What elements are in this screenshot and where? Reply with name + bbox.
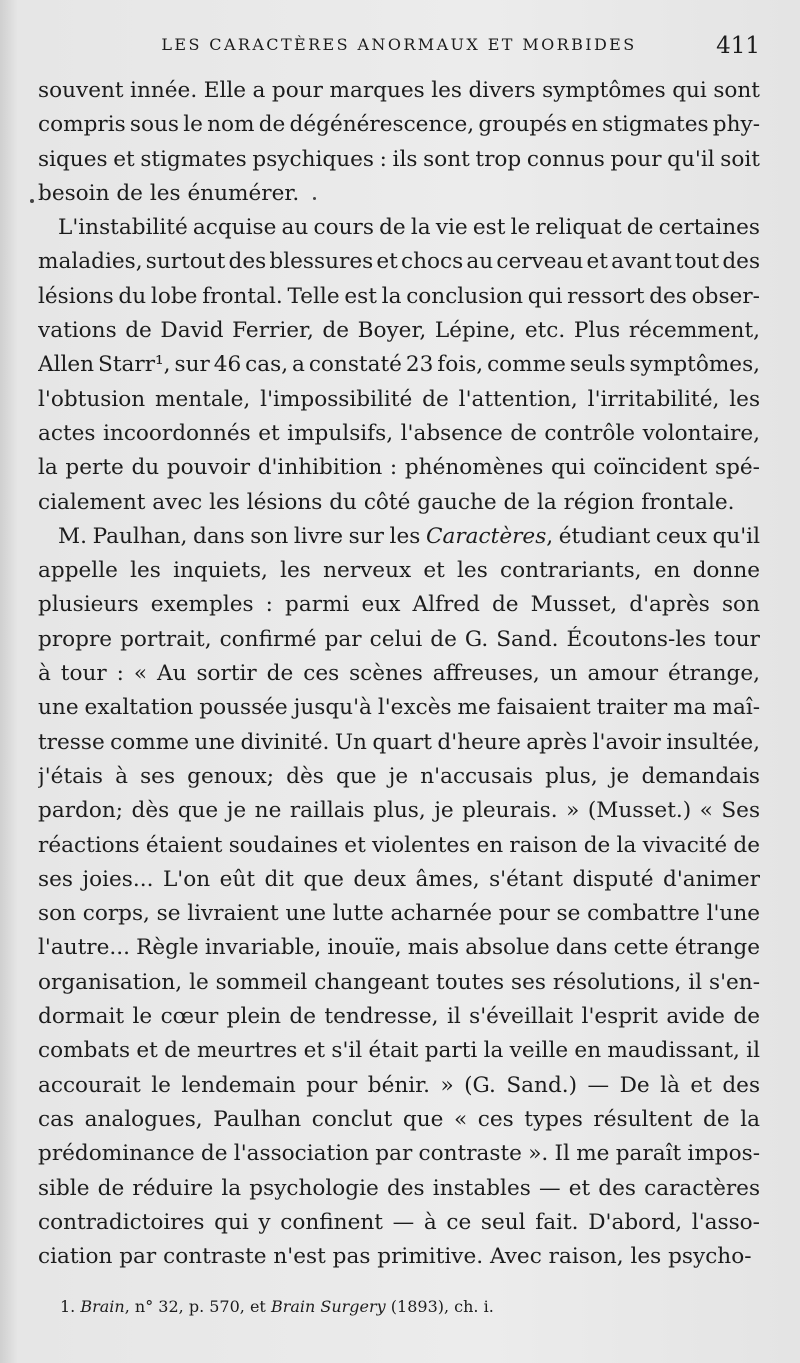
text-line: Allen Starr¹, sur 46 cas, a constaté 23 fois, comme seuls symptômes,: [38, 352, 760, 378]
text-line: appelle les inquiets, les nerveux et les contrariants, en donne: [38, 558, 760, 584]
footnote-book: Brain Surgery: [270, 1297, 386, 1316]
text-line: organisation, le sommeil changeant toutes ses résolutions, il s'en-: [38, 969, 760, 995]
body-text: [38, 74, 760, 1274]
footnote-ref: , n° 32, p. 570, et: [124, 1297, 271, 1316]
text-line: une exaltation poussée jusqu'à l'excès me faisaient traiter ma maî-: [38, 695, 760, 721]
text-line: compris sous le nom de dégénérescence, groupés en stigmates phy-: [38, 112, 760, 138]
text-line: tresse comme une divinité. Un quart d'heure après l'avoir insultée,: [38, 729, 760, 755]
text-line: besoin de les énumérer.: [38, 180, 300, 206]
text-line: L'instabilité acquise au cours de la vie est le reliquat de certaines: [58, 215, 760, 241]
text-line: souvent innée. Elle a pour marques les divers symptômes qui sont: [38, 78, 760, 103]
text-line: pardon; dès que je ne raillais plus, je pleurais. » (Musset.) « Ses: [38, 798, 760, 824]
text-line: j'étais à ses genoux; dès que je n'accusais plus, je demandais: [38, 763, 760, 789]
print-speck: [30, 199, 34, 203]
text-line: l'autre... Règle invariable, inouïe, mais absolue dans cette étrange: [38, 935, 760, 961]
footnote-tail: (1893), ch. i.: [385, 1297, 494, 1316]
footnote: [60, 1297, 760, 1316]
running-head: [38, 33, 760, 63]
running-title: LES CARACTÈRES ANORMAUX ET MORBIDES: [161, 35, 637, 54]
footnote-journal: Brain: [80, 1297, 125, 1316]
text-line: à tour : « Au sortir de ces scènes affreuses, un amour étrange,: [38, 661, 760, 687]
text-line: lésions du lobe frontal. Telle est la conclusion qui ressort des obser-: [38, 283, 760, 309]
text-line: sible de réduire la psychologie des instables — et des caractères: [38, 1175, 760, 1201]
text-line: vations de David Ferrier, de Boyer, Lépine, etc. Plus récemment,: [38, 318, 760, 344]
text-line: contradictoires qui y confinent — à ce seul fait. D'abord, l'asso-: [38, 1209, 760, 1235]
text-line: l'obtusion mentale, l'impossibilité de l'attention, l'irritabilité, les: [38, 386, 760, 412]
print-speck: [313, 197, 316, 200]
text-line: la perte du pouvoir d'inhibition : phénomènes qui coïncident spé-: [38, 455, 760, 481]
page-number: 411: [716, 33, 760, 59]
book-title-caracteres: Caractères: [425, 523, 547, 549]
text-line: dormait le cœur plein de tendresse, il s'éveillait l'esprit avide de: [38, 1004, 760, 1030]
text-line: M. Paulhan, dans son livre sur les Caractères, étudiant ceux qu'il: [58, 523, 760, 549]
text-line: prédominance de l'association par contraste ». Il me paraît impos-: [38, 1141, 760, 1167]
text-line: maladies, surtout des blessures et chocs au cerveau et avant tout des: [38, 249, 760, 275]
text-line: plusieurs exemples : parmi eux Alfred de Musset, d'après son: [38, 592, 760, 618]
text-line: son corps, se livraient une lutte acharnée pour se combattre l'une: [38, 901, 760, 927]
footnote-number: 1.: [60, 1297, 76, 1316]
text-line: siques et stigmates psychiques : ils sont trop connus pour qu'il soit: [38, 146, 760, 172]
text-line: propre portrait, confirmé par celui de G. Sand. Écoutons-les tour: [38, 626, 760, 652]
text-line: cialement avec les lésions du côté gauche de la région frontale.: [38, 489, 735, 515]
text-line: actes incoordonnés et impulsifs, l'absence de contrôle volontaire,: [38, 420, 760, 446]
text-line: ses joies... L'on eût dit que deux âmes, s'étant disputé d'animer: [38, 866, 760, 892]
text-line: combats et de meurtres et s'il était parti la veille en maudissant, il: [38, 1038, 760, 1064]
text-line: ciation par contraste n'est pas primitive. Avec raison, les psycho-: [38, 1244, 752, 1270]
text-line: cas analogues, Paulhan conclut que « ces types résultent de la: [38, 1106, 760, 1132]
text-line: accourait le lendemain pour bénir. » (G. Sand.) — De là et des: [38, 1072, 760, 1098]
text-line: réactions étaient soudaines et violentes en raison de la vivacité de: [38, 832, 760, 858]
